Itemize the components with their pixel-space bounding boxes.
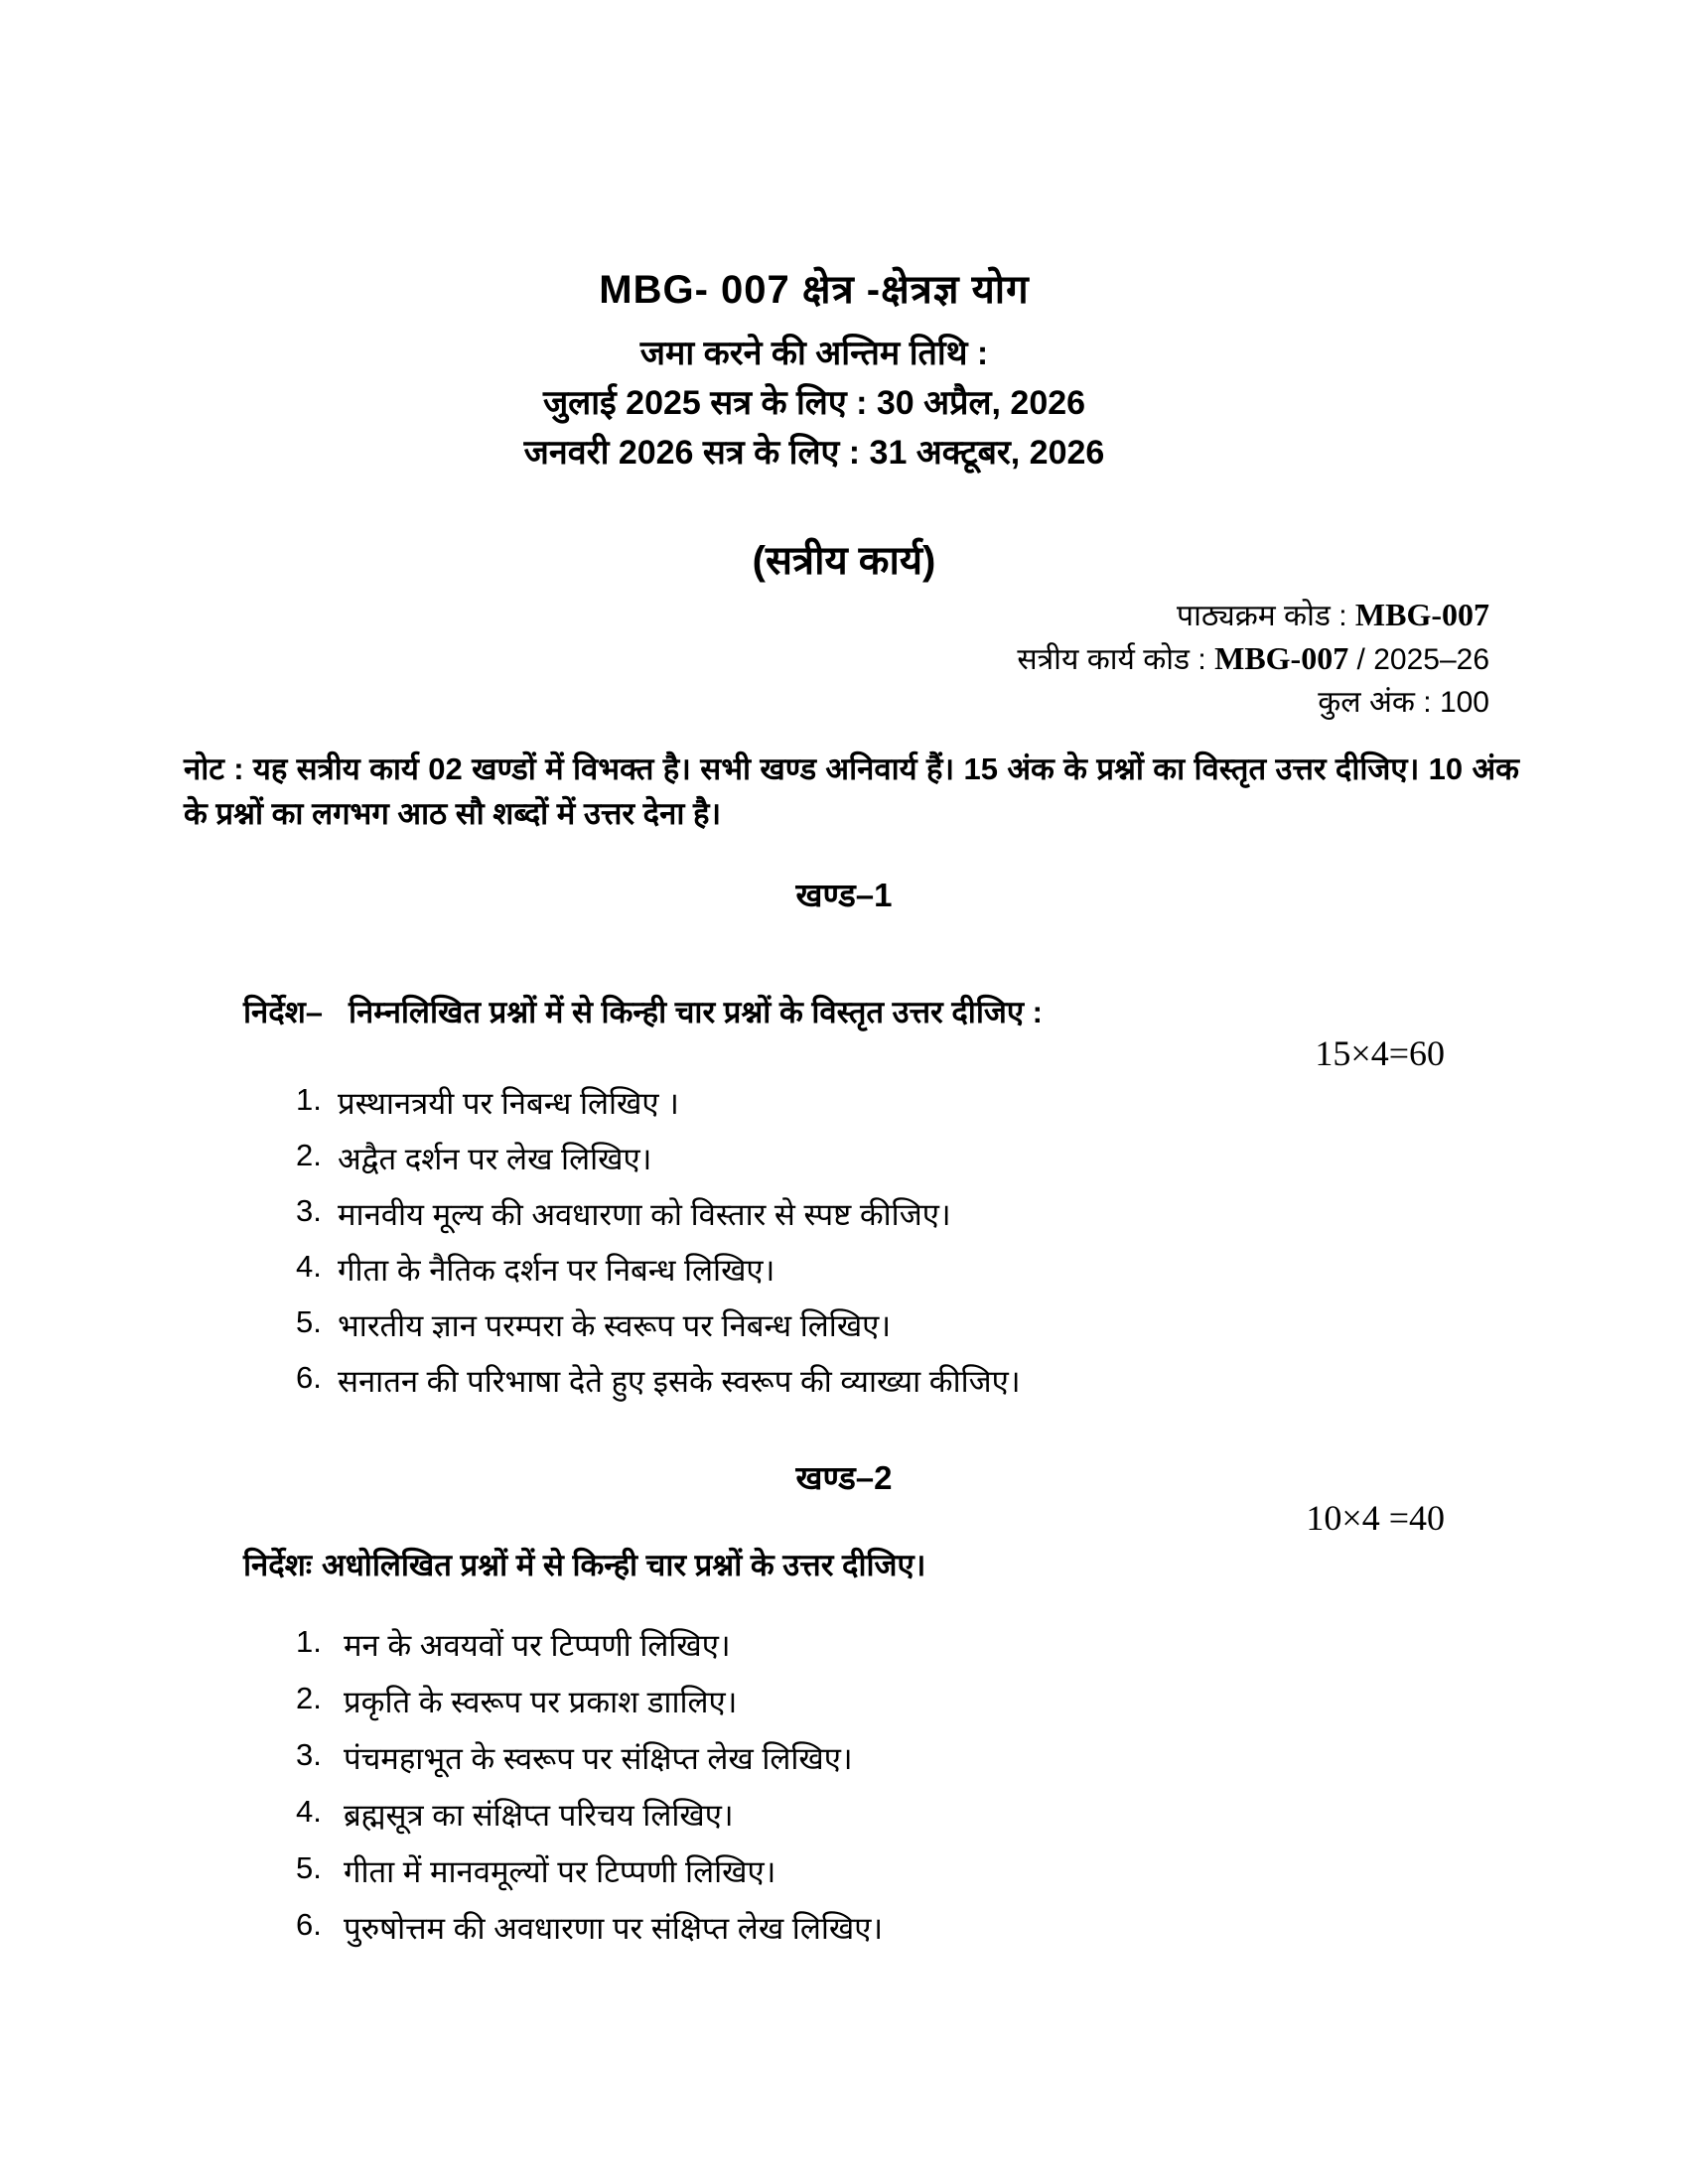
question-item [296,1082,1021,1138]
question-number: 3. [296,1737,322,1772]
section2-instruction-label: निर्देशः [243,1548,313,1582]
course-code-label: पाठ्यक्रम कोड : [1177,600,1355,632]
section1-instruction [243,991,1043,1032]
section2-instruction-text: अधोलिखित प्रश्नों में से किन्ही चार प्रश्नों के उत्तर दीजिए। [322,1548,926,1582]
question-number: 3. [296,1193,322,1228]
total-marks-label: कुल अंक : [1318,686,1440,719]
question-text: ब्रह्मसूत्र का संक्षिप्त परिचय लिखिए। [344,1798,734,1833]
question-number: 6. [296,1360,322,1395]
question-text: गीता में मानवमूल्यों पर टिप्पणी लिखिए। [344,1854,776,1889]
question-item [296,1850,883,1907]
question-text: प्रकृति के स्वरूप पर प्रकाश डाालिए। [344,1685,738,1719]
question-item [296,1193,1021,1249]
question-number: 6. [296,1907,322,1942]
question-number: 4. [296,1249,322,1284]
question-item [296,1360,1021,1416]
course-code-line [1017,594,1489,637]
submission-deadline-heading: जमा करने की अन्तिम तिथि : [639,335,989,372]
question-text: अद्वैत दर्शन पर लेख लिखिए। [338,1142,652,1176]
question-item [296,1681,883,1737]
document-header [0,260,1628,478]
question-text: मन के अवयवों पर टिप्पणी लिखिए। [344,1628,731,1663]
question-item [296,1794,883,1850]
question-item [296,1249,1021,1304]
course-title: MBG- 007 क्षेत्र -क्षेत्रज्ञ योग [599,268,1030,312]
section2-question-list [296,1624,883,1964]
question-item [296,1304,1021,1360]
section2-heading: खण्ड–2 [795,1459,893,1496]
question-number: 2. [296,1681,322,1715]
assignment-code-session: / 2025–26 [1348,643,1489,676]
question-text: मानवीय मूल्य की अवधारणा को विस्तार से स्पष्ट कीजिए। [338,1197,951,1232]
assignment-code-line [1017,637,1489,681]
question-item [296,1624,883,1681]
section1-instruction-text: निम्नलिखित प्रश्नों में से किन्ही चार प्रश्नों के विस्तृत उत्तर दीजिए : [349,995,1043,1029]
question-text: गीता के नैतिक दर्शन पर निबन्ध लिखिए। [338,1253,775,1288]
question-text: भारतीय ज्ञान परम्परा के स्वरूप पर निबन्ध लिखिए। [338,1308,892,1343]
question-item [296,1907,883,1964]
total-marks-line [1017,681,1489,724]
assignment-code-label: सत्रीय कार्य कोड : [1017,643,1215,676]
question-number: 4. [296,1794,322,1829]
question-text: पंचमहाभूत के स्वरूप पर संक्षिप्त लेख लिखिए। [344,1741,853,1776]
question-number: 5. [296,1304,322,1339]
question-item [296,1737,883,1794]
section1-marks-scheme: 15×4=60 [1315,1033,1445,1073]
total-marks-value: 100 [1439,686,1489,719]
july-session-deadline: जुलाई 2025 सत्र के लिए : 30 अप्रैल, 2026 [542,384,1086,422]
assignment-heading: (सत्रीय कार्य) [752,539,936,583]
question-number: 5. [296,1850,322,1885]
section1-instruction-label: निर्देश– [243,995,324,1029]
section2-marks-scheme: 10×4 =40 [1306,1498,1445,1538]
question-item [296,1138,1021,1193]
note-paragraph: नोट : यह सत्रीय कार्य 02 खण्डों में विभक्त है। सभी खण्ड अनिवार्य हैं। 15 अंक के प्रश्नों का विस्तृत उत्तर दीजिए। 10 अंक के प्रश्नों का लगभग आठ सौ शब्दों में उत्तर देना है। [184,751,1519,831]
section1-heading: खण्ड–1 [795,877,893,913]
question-text: पुरुषोत्तम की अवधारणा पर संक्षिप्त लेख लिखिए। [344,1911,884,1946]
assignment-meta [1017,594,1489,724]
question-text: सनातन की परिभाषा देते हुए इसके स्वरूप की व्याख्या कीजिए। [338,1364,1021,1399]
section1-question-list [296,1082,1021,1416]
january-session-deadline: जनवरी 2026 सत्र के लिए : 31 अक्टूबर, 2026 [523,434,1105,472]
question-text: प्रस्थानत्रयी पर निबन्ध लिखिए । [338,1086,679,1121]
question-number: 2. [296,1138,322,1172]
section2-instruction [243,1544,925,1585]
course-code-value: MBG-007 [1354,597,1489,632]
assignment-code-value: MBG-007 [1214,640,1349,676]
question-number: 1. [296,1082,322,1117]
question-number: 1. [296,1624,322,1659]
